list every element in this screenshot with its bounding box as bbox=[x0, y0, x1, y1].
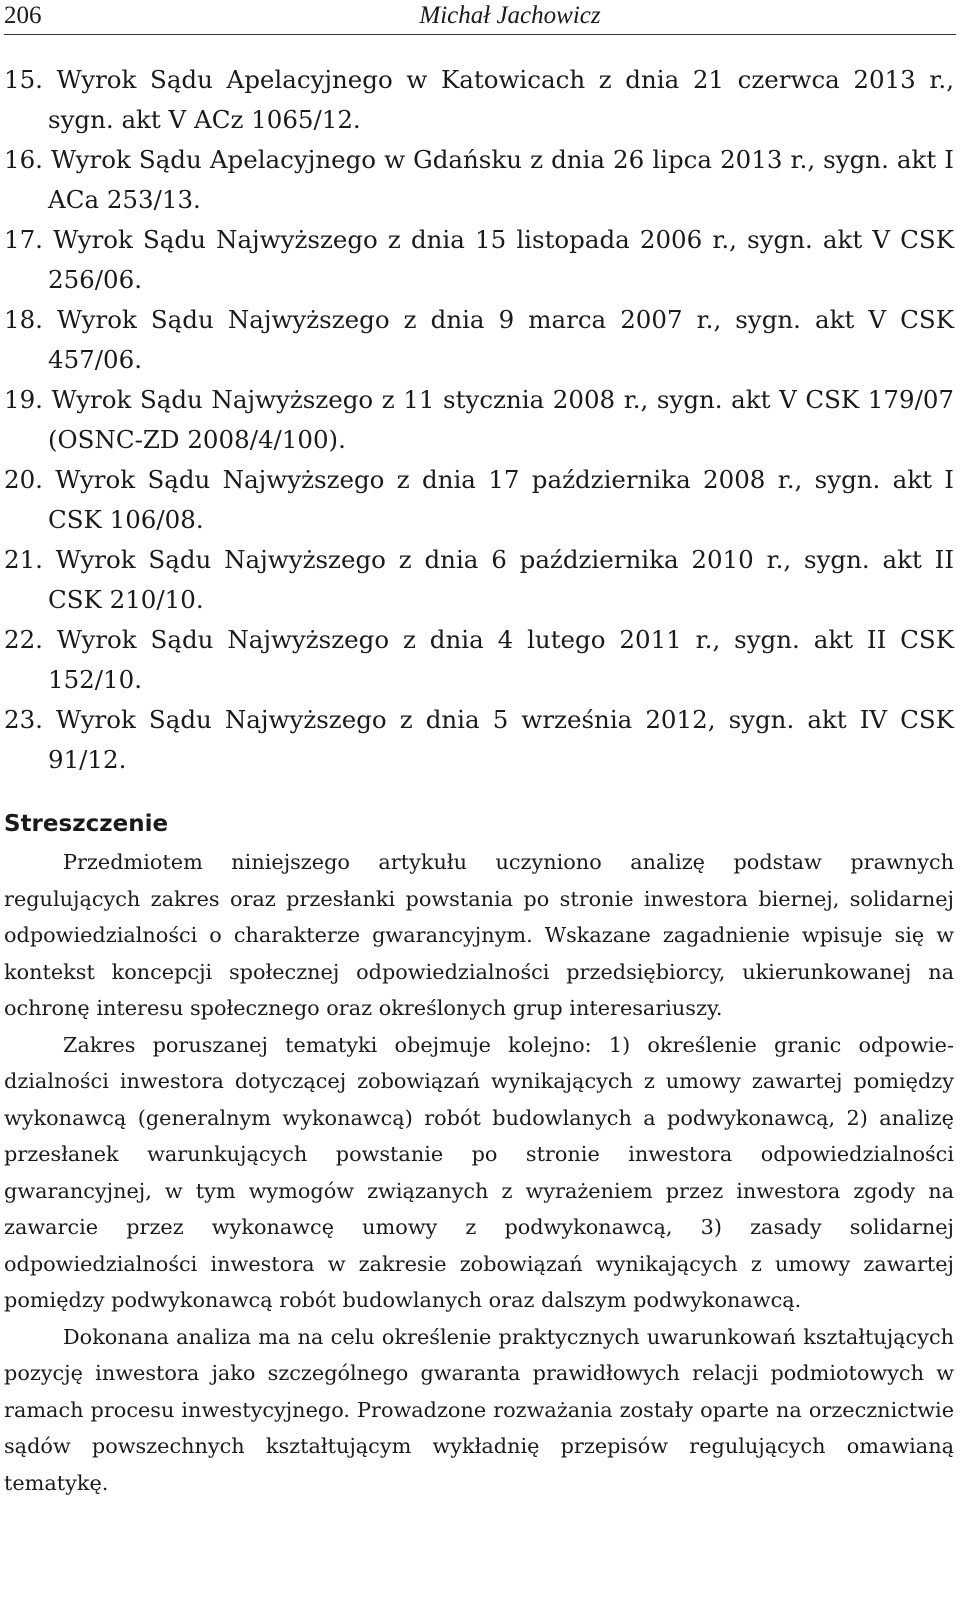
reference-item: 15. Wyrok Sądu Apelacyjnego w Katowicach z dnia 21 czerwca 2013 r., sygn. akt V ACz 1065/12. bbox=[4, 65, 954, 134]
running-header bbox=[4, 0, 956, 35]
reference-item: 17. Wyrok Sądu Najwyższego z dnia 15 listopada 2006 r., sygn. akt V CSK 256/06. bbox=[4, 225, 954, 294]
reference-list bbox=[4, 60, 954, 780]
reference-item: 22. Wyrok Sądu Najwyższego z dnia 4 lutego 2011 r., sygn. akt II CSK 152/10. bbox=[4, 625, 954, 694]
reference-item: 16. Wyrok Sądu Apelacyjnego w Gdańsku z dnia 26 lipca 2013 r., sygn. akt I ACa 253/13. bbox=[4, 145, 954, 214]
abstract-paragraph: Przedmiotem niniejszego artykułu uczyniono analizę podstaw prawnych regulujących zakres oraz przesłanki powstania po stronie inwestora biernej, solidarnej odpowiedzialności o charakterze gwarancyjnym. Wskazane zagadnienie wpisuje się w kontekst koncepcji społecznej odpowiedzialności przedsiębiorcy, ukierunkowanej na ochronę interesu społecznego oraz określonych grup interesariuszy. bbox=[4, 850, 954, 1020]
abstract-body bbox=[4, 844, 954, 1501]
abstract-heading: Streszczenie bbox=[4, 811, 169, 837]
abstract-paragraph: Dokonana analiza ma na celu określenie praktycznych uwarunkowań kształtujących pozycję inwestora jako szczególnego gwaranta prawidłowych relacji podmiotowych w ramach procesu inwestycyjnego. Prowadzone rozważania zostały oparte na orzecznictwie sądów powszechnych kształtującym wykładnię przepisów regulujących omawianą tematykę. bbox=[4, 1324, 954, 1495]
reference-item: 23. Wyrok Sądu Najwyższego z dnia 5 września 2012, sygn. akt IV CSK 91/12. bbox=[4, 705, 954, 774]
reference-item: 18. Wyrok Sądu Najwyższego z dnia 9 marca 2007 r., sygn. akt V CSK 457/06. bbox=[4, 305, 954, 374]
reference-item: 20. Wyrok Sądu Najwyższego z dnia 17 października 2008 r., sygn. akt I CSK 106/08. bbox=[4, 465, 954, 534]
reference-item: 19. Wyrok Sądu Najwyższego z 11 stycznia 2008 r., sygn. akt V CSK 179/07 (OSNC-ZD 2008/4/100). bbox=[4, 385, 954, 454]
running-header-author: Michał Jachowicz bbox=[419, 2, 601, 29]
abstract-paragraph: Zakres poruszanej tematyki obejmuje kolejno: 1) określenie granic odpowiedzialności inwestora dotyczącej zobowiązań wynikających z umowy zawartej pomiędzy wykonawcą (generalnym wykonawcą) robót budowlanych a podwykonawcą, 2) analizę przesłanek warunkujących powstanie po stronie inwestora odpowiedzialności gwarancyjnej, w tym wymogów związanych z wyrażeniem przez inwestora zgody na zawarcie przez wykonawcę umowy z podwykonawcą, 3) zasady solidarnej odpowiedzialności inwestora w zakresie zobowiązań wynikających z umowy zawartej pomiędzy podwykonawcą robót budowlanych oraz dalszym podwykonawcą. bbox=[4, 1032, 954, 1312]
page-number: 206 bbox=[4, 2, 42, 29]
reference-item: 21. Wyrok Sądu Najwyższego z dnia 6 października 2010 r., sygn. akt II CSK 210/10. bbox=[4, 545, 954, 614]
